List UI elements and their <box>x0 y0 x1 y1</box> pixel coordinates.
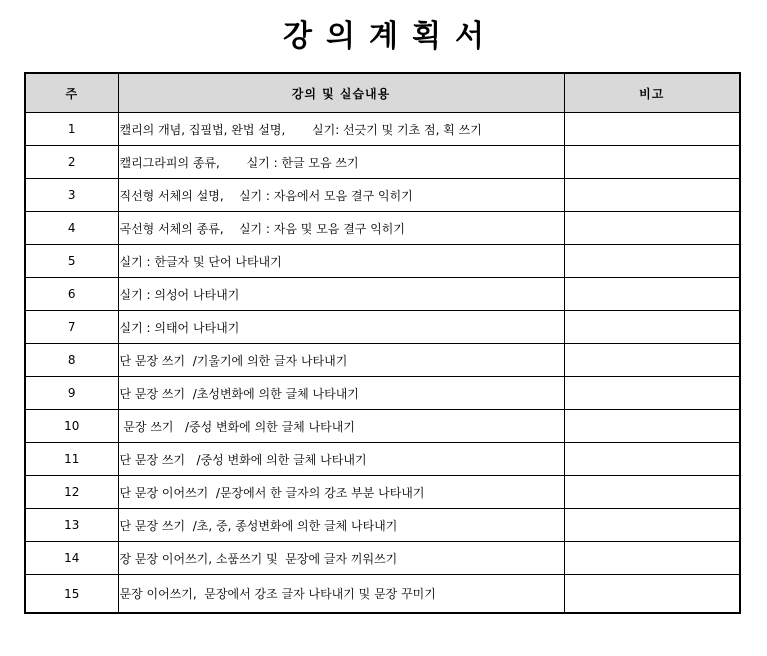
week-cell: 3 <box>25 179 118 212</box>
note-cell <box>564 113 740 146</box>
note-cell <box>564 476 740 509</box>
content-cell: 단 문장 쓰기 /초성변화에 의한 글체 나타내기 <box>118 377 564 410</box>
week-cell: 13 <box>25 509 118 542</box>
table-row <box>25 146 740 179</box>
table-row <box>25 245 740 278</box>
header-week: 주 <box>25 73 118 113</box>
week-cell: 8 <box>25 344 118 377</box>
note-cell <box>564 443 740 476</box>
note-cell <box>564 278 740 311</box>
note-cell <box>564 410 740 443</box>
week-cell: 1 <box>25 113 118 146</box>
table-row <box>25 575 740 614</box>
table-row <box>25 278 740 311</box>
content-cell: 단 문장 쓰기 /기울기에 의한 글자 나타내기 <box>118 344 564 377</box>
note-cell <box>564 509 740 542</box>
week-cell: 6 <box>25 278 118 311</box>
table-row <box>25 377 740 410</box>
content-cell: 실기 : 한글자 및 단어 나타내기 <box>118 245 564 278</box>
table-row <box>25 113 740 146</box>
week-cell: 15 <box>25 575 118 614</box>
note-cell <box>564 311 740 344</box>
content-cell: 캘리그라피의 종류, 실기 : 한글 모음 쓰기 <box>118 146 564 179</box>
content-cell: 실기 : 의성어 나타내기 <box>118 278 564 311</box>
note-cell <box>564 146 740 179</box>
note-cell <box>564 575 740 614</box>
note-cell <box>564 179 740 212</box>
table-header-row <box>25 73 740 113</box>
note-cell <box>564 542 740 575</box>
week-cell: 5 <box>25 245 118 278</box>
header-content: 강의 및 실습내용 <box>118 73 564 113</box>
content-cell: 단 문장 이어쓰기 /문장에서 한 글자의 강조 부분 나타내기 <box>118 476 564 509</box>
week-cell: 11 <box>25 443 118 476</box>
table-row <box>25 344 740 377</box>
table-row <box>25 179 740 212</box>
content-cell: 직선형 서체의 설명, 실기 : 자음에서 모음 결구 익히기 <box>118 179 564 212</box>
note-cell <box>564 245 740 278</box>
note-cell <box>564 344 740 377</box>
lecture-plan-table <box>24 72 741 614</box>
table-row <box>25 476 740 509</box>
week-cell: 10 <box>25 410 118 443</box>
content-cell: 문장 쓰기 /중성 변화에 의한 글체 나타내기 <box>118 410 564 443</box>
table-row <box>25 509 740 542</box>
content-cell: 곡선형 서체의 종류, 실기 : 자음 및 모음 결구 익히기 <box>118 212 564 245</box>
table-row <box>25 311 740 344</box>
week-cell: 4 <box>25 212 118 245</box>
table-row <box>25 212 740 245</box>
week-cell: 12 <box>25 476 118 509</box>
week-cell: 14 <box>25 542 118 575</box>
week-cell: 9 <box>25 377 118 410</box>
content-cell: 캘리의 개념, 집필법, 완법 설명, 실기: 선긋기 및 기초 점, 획 쓰기 <box>118 113 564 146</box>
header-note: 비고 <box>564 73 740 113</box>
content-cell: 장 문장 이어쓰기, 소품쓰기 및 문장에 글자 끼워쓰기 <box>118 542 564 575</box>
table-row <box>25 443 740 476</box>
content-cell: 단 문장 쓰기 /중성 변화에 의한 글체 나타내기 <box>118 443 564 476</box>
note-cell <box>564 212 740 245</box>
week-cell: 7 <box>25 311 118 344</box>
note-cell <box>564 377 740 410</box>
table-row <box>25 410 740 443</box>
content-cell: 문장 이어쓰기, 문장에서 강조 글자 나타내기 및 문장 꾸미기 <box>118 575 564 614</box>
table-row <box>25 542 740 575</box>
week-cell: 2 <box>25 146 118 179</box>
content-cell: 단 문장 쓰기 /초, 중, 종성변화에 의한 글체 나타내기 <box>118 509 564 542</box>
content-cell: 실기 : 의태어 나타내기 <box>118 311 564 344</box>
page-title: 강의계획서 <box>283 19 498 54</box>
